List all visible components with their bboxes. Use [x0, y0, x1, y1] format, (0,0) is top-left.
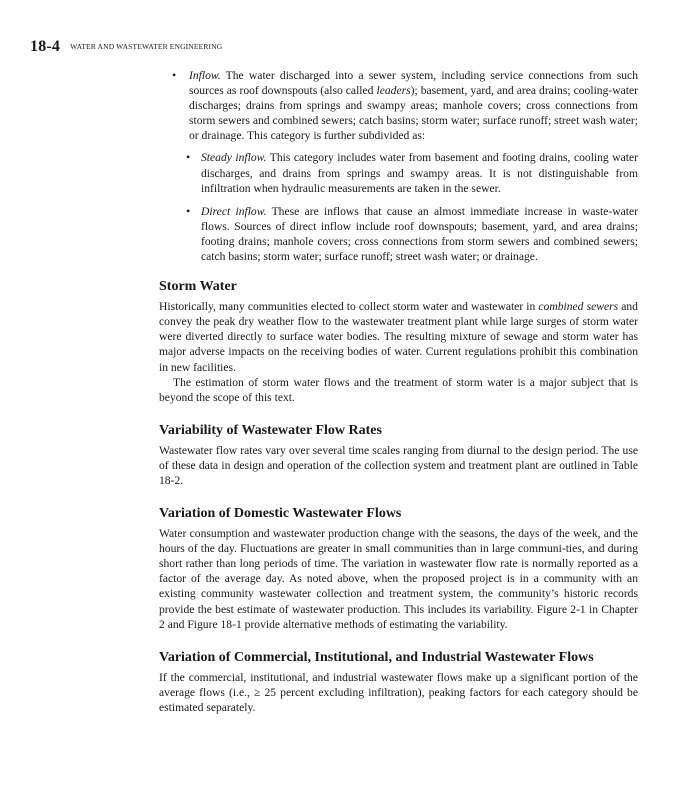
inflow-definition: Inflow. The water discharged into a sewer system, including service connections from such sources as roof downspouts (also called leaders); basement, yard, and area drains; cooling-water discharges; drains from springs and swampy areas; manhole covers; cross connections from storm sewers and combined sewers; catch basins; storm water; surface runoff; street wash water; or drainage. This category is further subdivided as:: [189, 69, 638, 143]
steady-inflow-bullet: [159, 150, 638, 195]
steady-inflow-definition: Steady inflow. This category includes water from basement and footing drains, cooling water discharges, and drains from springs and swampy areas. It is not distinguishable from infiltration when hydraulic measurements are taken in the sewer.: [201, 151, 638, 195]
paragraph: Wastewater flow rates vary over several time scales ranging from diurnal to the design period. The use of these data in design and operation of the collection system and treatment plant are outlined in Table 18-2.: [159, 443, 638, 487]
section-heading: Variation of Commercial, Institutional, and Industrial Wastewater Flows: [159, 649, 594, 665]
inflow-subcategories: [159, 150, 638, 264]
section-heading: Variability of Wastewater Flow Rates: [159, 422, 382, 438]
steady-inflow-term: Steady inflow.: [201, 151, 267, 165]
page-number: 18-4: [30, 38, 61, 55]
paragraph: Water consumption and wastewater production change with the seasons, the days of the week, and the hours of the day. Fluctuations are greater in small communities than in large communi-ties, and during short rather than long periods of time. The variation in wastewater flow rate is normally reported as a factor of the average day. As noted above, when the proposed project is in a community with an existing community wastewater collection and treatment system, the community’s historic records provide the best estimate of wastewater production. This includes its variability. Figure 2-1 in Chapter 2 and Figure 18-1 provide alternative methods of estimating the variability.: [159, 527, 638, 631]
inflow-term: Inflow.: [189, 69, 221, 82]
paragraph: Historically, many communities elected to collect storm water and wastewater in combined sewers and convey the peak dry weather flow to the wastewater treatment plant while large surges of storm water were diverted directly to surface water bodies. The resulting mixture of sewage and storm water has major adverse impacts on the receiving bodies of water. Current regulations prohibit this combination in new facilities.: [159, 300, 638, 374]
section-heading: Variation of Domestic Wastewater Flows: [159, 506, 402, 522]
bullet-icon: •: [172, 68, 177, 82]
direct-inflow-bullet: [159, 204, 638, 264]
domestic-flows-section: [159, 505, 638, 632]
section-heading: Storm Water: [159, 279, 237, 295]
storm-water-section: [159, 278, 638, 405]
paragraph: If the commercial, institutional, and industrial wastewater flows make up a significant portion of the average flows (i.e., ≥ 25 percent excluding infiltration), peaking factors for each category should be estimated separately.: [159, 670, 638, 714]
leaders-term: leaders: [376, 84, 411, 98]
inflow-bullet: [159, 68, 638, 143]
bullet-icon: •: [186, 150, 191, 165]
page-header: [30, 38, 222, 56]
paragraph: The estimation of storm water flows and the treatment of storm water is a major subject that is beyond the scope of this text.: [159, 375, 638, 404]
direct-inflow-definition: Direct inflow. These are inflows that cause an almost immediate increase in waste-water flows. Sources of direct inflow include roof downspouts; basement, yard, and area drains; footing drains; manhole covers; cross connections from storm sewers and combined sewers; catch basins; storm water; surface runoff; street wash water; or drainage.: [201, 204, 638, 264]
direct-inflow-term: Direct inflow.: [201, 204, 267, 218]
running-head: WATER AND WASTEWATER ENGINEERING: [70, 42, 223, 51]
commercial-flows-section: [159, 649, 638, 715]
page-body: [159, 68, 638, 715]
bullet-icon: •: [186, 203, 191, 218]
variability-section: [159, 422, 638, 488]
